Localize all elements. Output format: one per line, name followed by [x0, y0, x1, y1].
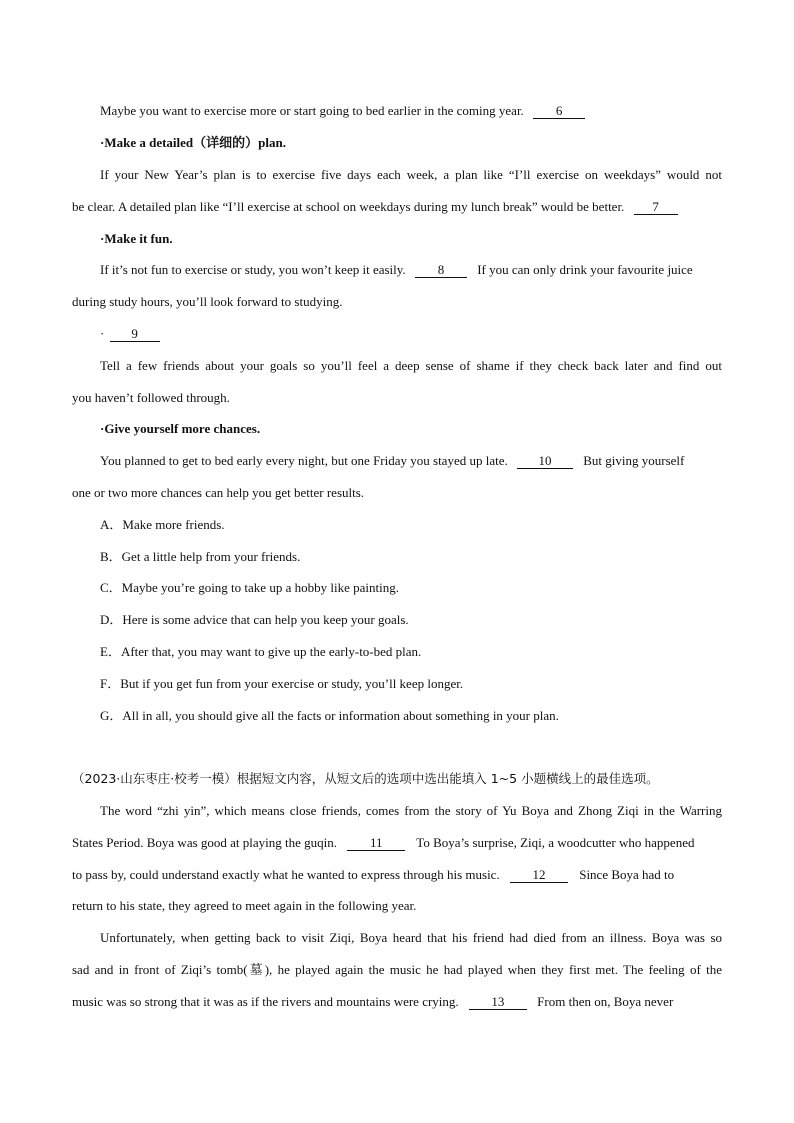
passage-line: The word “zhi yin”, which means close friends, comes from the story of Yu Boya and Zhong Ziqi in the Warring — [100, 803, 722, 818]
passage-line: If your New Year’s plan is to exercise five days each week, a plan like “I’ll exercise on weekdays” would not — [100, 167, 722, 182]
option-e: E．After that, you may want to give up the early-to-bed plan. — [100, 644, 422, 659]
option-a: A．Make more friends. — [100, 517, 225, 532]
answer-blank-7: 7 — [634, 199, 678, 215]
text: to pass by, could understand exactly what he wanted to express through his music. — [72, 867, 500, 882]
answer-blank-13: 13 — [469, 994, 527, 1010]
answer-blank-8: 8 — [415, 262, 467, 278]
bullet-dot: · — [100, 326, 105, 341]
section-heading — [100, 326, 160, 342]
text: You planned to get to bed early every night, but one Friday you stayed up late. — [100, 453, 508, 468]
passage-line: you haven’t followed through. — [72, 390, 230, 405]
answer-blank-10: 10 — [517, 453, 573, 469]
passage-line: sad and in front of Ziqi’s tomb(墓), he played again the music he had played when they first met. The feeling of the — [72, 962, 722, 977]
passage-line: Unfortunately, when getting back to visit Ziqi, Boya heard that his friend had died from an illness. Boya was so — [100, 930, 722, 945]
section-heading: ·Make a detailed（详细的）plan. — [100, 135, 286, 150]
text: be clear. A detailed plan like “I’ll exercise at school on weekdays during my lunch break” would be better. — [72, 199, 625, 214]
option-f: F．But if you get fun from your exercise or study, you’ll keep longer. — [100, 676, 464, 691]
question-instruction: （2023·山东枣庄·校考一模）根据短文内容，从短文后的选项中选出能填入 1~5 小题横线上的最佳选项。 — [72, 771, 659, 786]
passage-line — [72, 994, 673, 1010]
option-g: G．All in all, you should give all the facts or information about something in your plan. — [100, 708, 559, 723]
passage-line: one or two more chances can help you get better results. — [72, 485, 365, 500]
text: If it’s not fun to exercise or study, you won’t keep it easily. — [100, 262, 406, 277]
answer-blank-11: 11 — [347, 835, 405, 851]
section-heading: ·Give yourself more chances. — [100, 421, 261, 436]
passage-line — [100, 103, 585, 119]
passage-line — [72, 867, 674, 883]
text: But giving yourself — [583, 453, 685, 468]
option-c: C．Maybe you’re going to take up a hobby like painting. — [100, 580, 399, 595]
text: To Boya’s surprise, Ziqi, a woodcutter who happened — [416, 835, 695, 850]
passage-line — [72, 199, 678, 215]
answer-blank-12: 12 — [510, 867, 568, 883]
answer-blank-9: 9 — [110, 326, 160, 342]
passage-line: Tell a few friends about your goals so you’ll feel a deep sense of shame if they check back later and find out — [100, 358, 722, 373]
section-heading: ·Make it fun. — [100, 231, 173, 246]
passage-line — [100, 453, 684, 469]
text: Maybe you want to exercise more or start going to bed earlier in the coming year. — [100, 103, 524, 118]
text: music was so strong that it was as if the rivers and mountains were crying. — [72, 994, 459, 1009]
text: Since Boya had to — [579, 867, 675, 882]
passage-line: during study hours, you’ll look forward to studying. — [72, 294, 343, 309]
option-b: B．Get a little help from your friends. — [100, 549, 301, 564]
text: States Period. Boya was good at playing the guqin. — [72, 835, 338, 850]
option-d: D．Here is some advice that can help you keep your goals. — [100, 612, 409, 627]
passage-line: return to his state, they agreed to meet again in the following year. — [72, 898, 417, 913]
answer-blank-6: 6 — [533, 103, 585, 119]
passage-line — [72, 835, 694, 851]
text: From then on, Boya never — [537, 994, 674, 1009]
text: If you can only drink your favourite juice — [477, 262, 693, 277]
passage-line — [100, 262, 693, 278]
